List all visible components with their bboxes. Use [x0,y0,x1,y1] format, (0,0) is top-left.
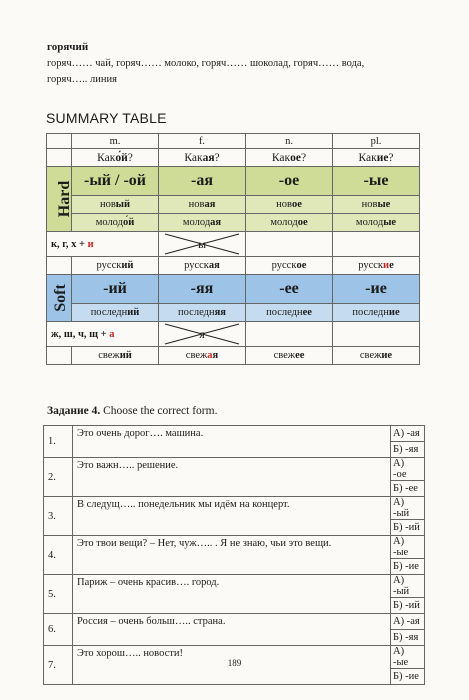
task-sentence: Это важн….. решение. [73,458,391,497]
hard-ending-f: -ая [159,167,246,196]
example-cell: русская [159,257,246,275]
corner-cell [47,257,72,275]
example-cell: последняя [159,304,246,322]
option-b[interactable]: Б) -ее [391,481,425,497]
crossed-out-ending [159,322,246,347]
task-sentence: Россия – очень больш….. страна. [73,614,391,646]
task-row [44,536,425,559]
task-sentence: Это очень дорог…. машина. [73,426,391,458]
option-a[interactable]: А) -ый [391,575,425,598]
heading-word: горячий [47,41,89,53]
page-number: 189 [227,658,242,668]
header-plural: pl. [333,134,420,149]
task-row [44,426,425,442]
soft-ending-n: -ее [246,275,333,304]
hard-ending-m: -ый / -ой [72,167,159,196]
hard-label: Hard [47,167,72,232]
task-number: 1. [44,426,73,458]
soft-ending-f: -яя [159,275,246,304]
corner-cell [47,149,72,167]
option-b[interactable]: Б) -яя [391,442,425,458]
task-row [44,575,425,598]
task-table [43,425,424,685]
option-a[interactable]: А) -ое [391,458,425,481]
task-number: 7. [44,646,73,685]
soft-ending-m: -ий [72,275,159,304]
task-number: 5. [44,575,73,614]
cross-out-mark [159,322,245,346]
option-a[interactable]: А) -ый [391,497,425,520]
example-cell: новое [246,196,333,214]
example-cell: молодые [333,214,420,232]
soft-label: Soft [47,275,72,322]
empty-cell [333,232,420,257]
example-cell: молодое [246,214,333,232]
task-sentence: Это хорош….. новости! [73,646,391,685]
corner-cell [47,347,72,365]
example-cell: свежие [333,347,420,365]
header-neuter: n. [246,134,333,149]
cross-out-mark [159,232,245,256]
hard-ending-n: -ое [246,167,333,196]
option-b[interactable]: Б) -ий [391,598,425,614]
task-row [44,497,425,520]
task-sentence: В следущ….. понедельник мы идём на концерт. [73,497,391,536]
empty-cell [246,232,333,257]
example-cell: последние [333,304,420,322]
task-row [44,614,425,630]
header-masculine: m. [72,134,159,149]
task-row [44,458,425,481]
soft-spelling-rule: ж, ш, ч, щ + а [47,322,159,347]
summary-title: SUMMARY TABLE [46,110,167,126]
option-a[interactable]: А) -ая [391,426,425,442]
task-sentence: Это твои вещи? – Нет, чуж….. . Я не знаю, чьи это вещи. [73,536,391,575]
question-cell: Какое? [246,149,333,167]
example-cell: русские [333,257,420,275]
example-cell: последний [72,304,159,322]
example-cell: молодая [159,214,246,232]
corner-cell [47,134,72,149]
question-cell: Какие? [333,149,420,167]
example-cell: свежее [246,347,333,365]
example-cell: последнее [246,304,333,322]
task-number: 2. [44,458,73,497]
crossed-out-ending [159,232,246,257]
task-number: 4. [44,536,73,575]
option-a[interactable]: А) -ые [391,536,425,559]
empty-cell [246,322,333,347]
example-cell: свежий [72,347,159,365]
header-feminine: f. [159,134,246,149]
task-number: 3. [44,497,73,536]
hard-spelling-rule: к, г, х + и [47,232,159,257]
example-cell: новые [333,196,420,214]
exercise-line-2: горяч….. линия [47,74,117,85]
task-title: Задание 4. Choose the correct form. [47,405,218,417]
task-sentence: Париж – очень красив…. город. [73,575,391,614]
summary-table [46,133,419,365]
question-cell: Какая? [159,149,246,167]
exercise-line-1: горяч…… чай, горяч…… молоко, горяч…… шоколад, горяч…… вода, [47,58,365,69]
empty-cell [333,322,420,347]
example-cell: русский [72,257,159,275]
example-cell: свежая [159,347,246,365]
hard-ending-pl: -ые [333,167,420,196]
option-b[interactable]: Б) -ие [391,559,425,575]
example-cell: русское [246,257,333,275]
soft-ending-pl: -ие [333,275,420,304]
option-b[interactable]: Б) -ий [391,520,425,536]
option-b[interactable]: Б) -ие [391,669,425,685]
option-a[interactable]: А) -ая [391,614,425,630]
question-cell: Како́й? [72,149,159,167]
option-a[interactable]: А) -ые [391,646,425,669]
example-cell: новый [72,196,159,214]
example-cell: молодо́й [72,214,159,232]
example-cell: новая [159,196,246,214]
option-b[interactable]: Б) -яя [391,630,425,646]
task-number: 6. [44,614,73,646]
